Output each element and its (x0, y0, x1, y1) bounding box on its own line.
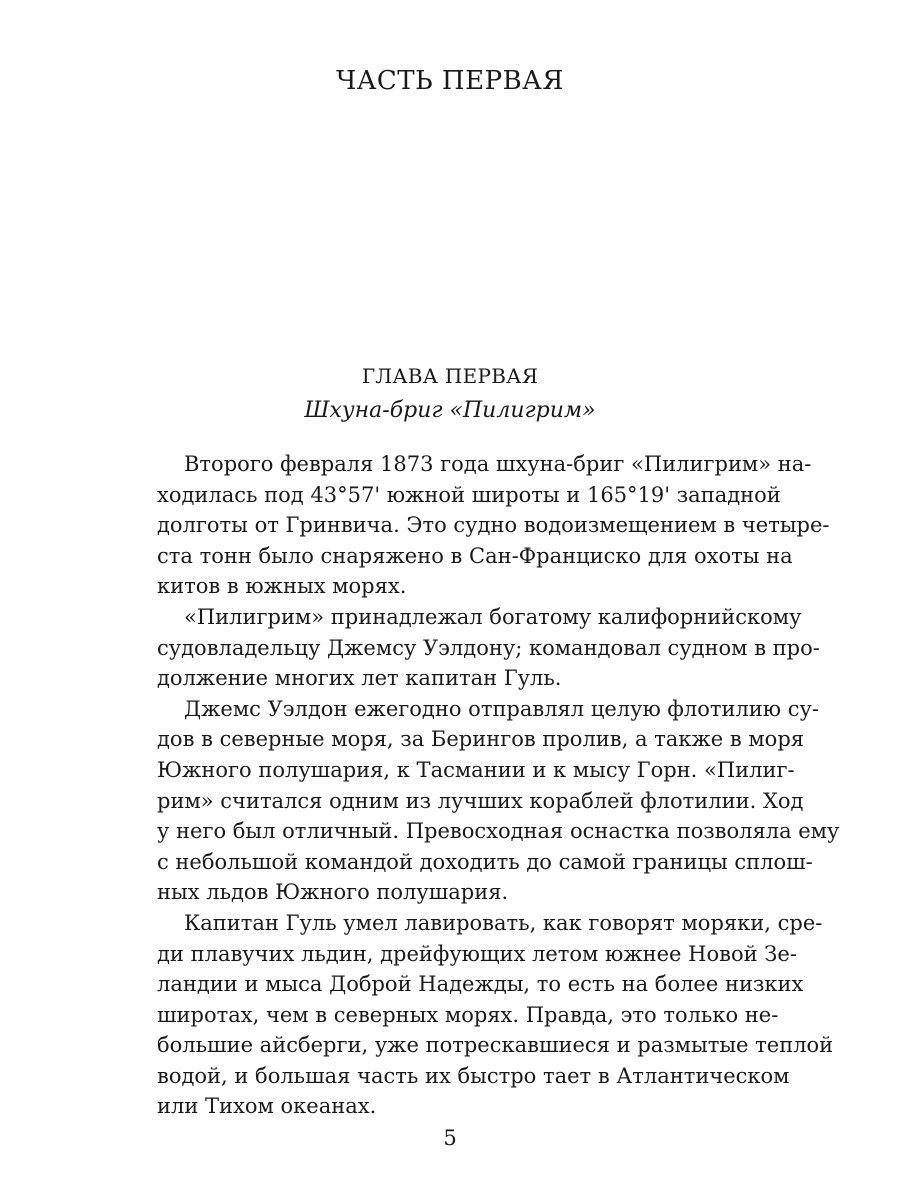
text-line: с небольшой командой доходить до самой границы сплош- (157, 849, 813, 874)
chapter-subtitle: Шхуна-бриг «Пилигрим» (304, 398, 596, 423)
text-line: Южного полушария, к Тасмании и к мысу Горн. «Пилиг- (157, 757, 795, 782)
text-line: рим» считался одним из лучших кораблей флотилии. Ход (157, 788, 804, 813)
text-line: Второго февраля 1873 года шхуна-бриг «Пилигрим» на- (184, 452, 812, 476)
text-line: Джемс Уэлдон ежегодно отправлял целую флотилию су- (184, 696, 819, 721)
text-line: у него был отличный. Превосходная оснастка позволяла ему (157, 819, 840, 844)
text-line: судовладельцу Джемсу Уэлдону; командовал судном в про- (157, 635, 820, 660)
text-line: ходилась под 43°57' южной широты и 165°19' западной (157, 482, 781, 507)
text-line: ных льдов Южного полушария. (157, 880, 509, 905)
text-line: китов в южных морях. (157, 574, 407, 599)
page-number: 5 (443, 1126, 457, 1150)
text-line: Капитан Гуль умел лавировать, как говорят моряки, сре- (184, 910, 823, 935)
text-line: или Тихом океанах. (157, 1094, 377, 1119)
text-line: ди плавучих льдин, дрейфующих летом южнее Новой Зе- (157, 941, 797, 966)
text-line: большие айсберги, уже потрескавшиеся и размытые теплой (157, 1033, 834, 1058)
text-line: дов в северные моря, за Берингов пролив, а также в моря (157, 727, 805, 752)
text-line: долготы от Гринвича. Это судно водоизмещением в четыре- (157, 513, 830, 538)
text-line: ста тонн было снаряжено в Сан-Франциско для охоты на (157, 543, 793, 568)
text-line: «Пилигрим» принадлежал богатому калифорнийскому (184, 604, 802, 629)
body-text (157, 449, 840, 1122)
text-line: должение многих лет капитан Гуль. (157, 666, 562, 691)
text-line: ландии и мыса Доброй Надежды, то есть на более низких (157, 972, 804, 997)
chapter-title: ГЛАВА ПЕРВАЯ (361, 364, 539, 388)
text-line: широтах, чем в северных морях. Правда, это только не- (157, 1002, 779, 1027)
text-line: водой, и большая часть их быстро тает в Атлантическом (157, 1063, 790, 1088)
part-title: ЧАСТЬ ПЕРВАЯ (336, 66, 564, 96)
